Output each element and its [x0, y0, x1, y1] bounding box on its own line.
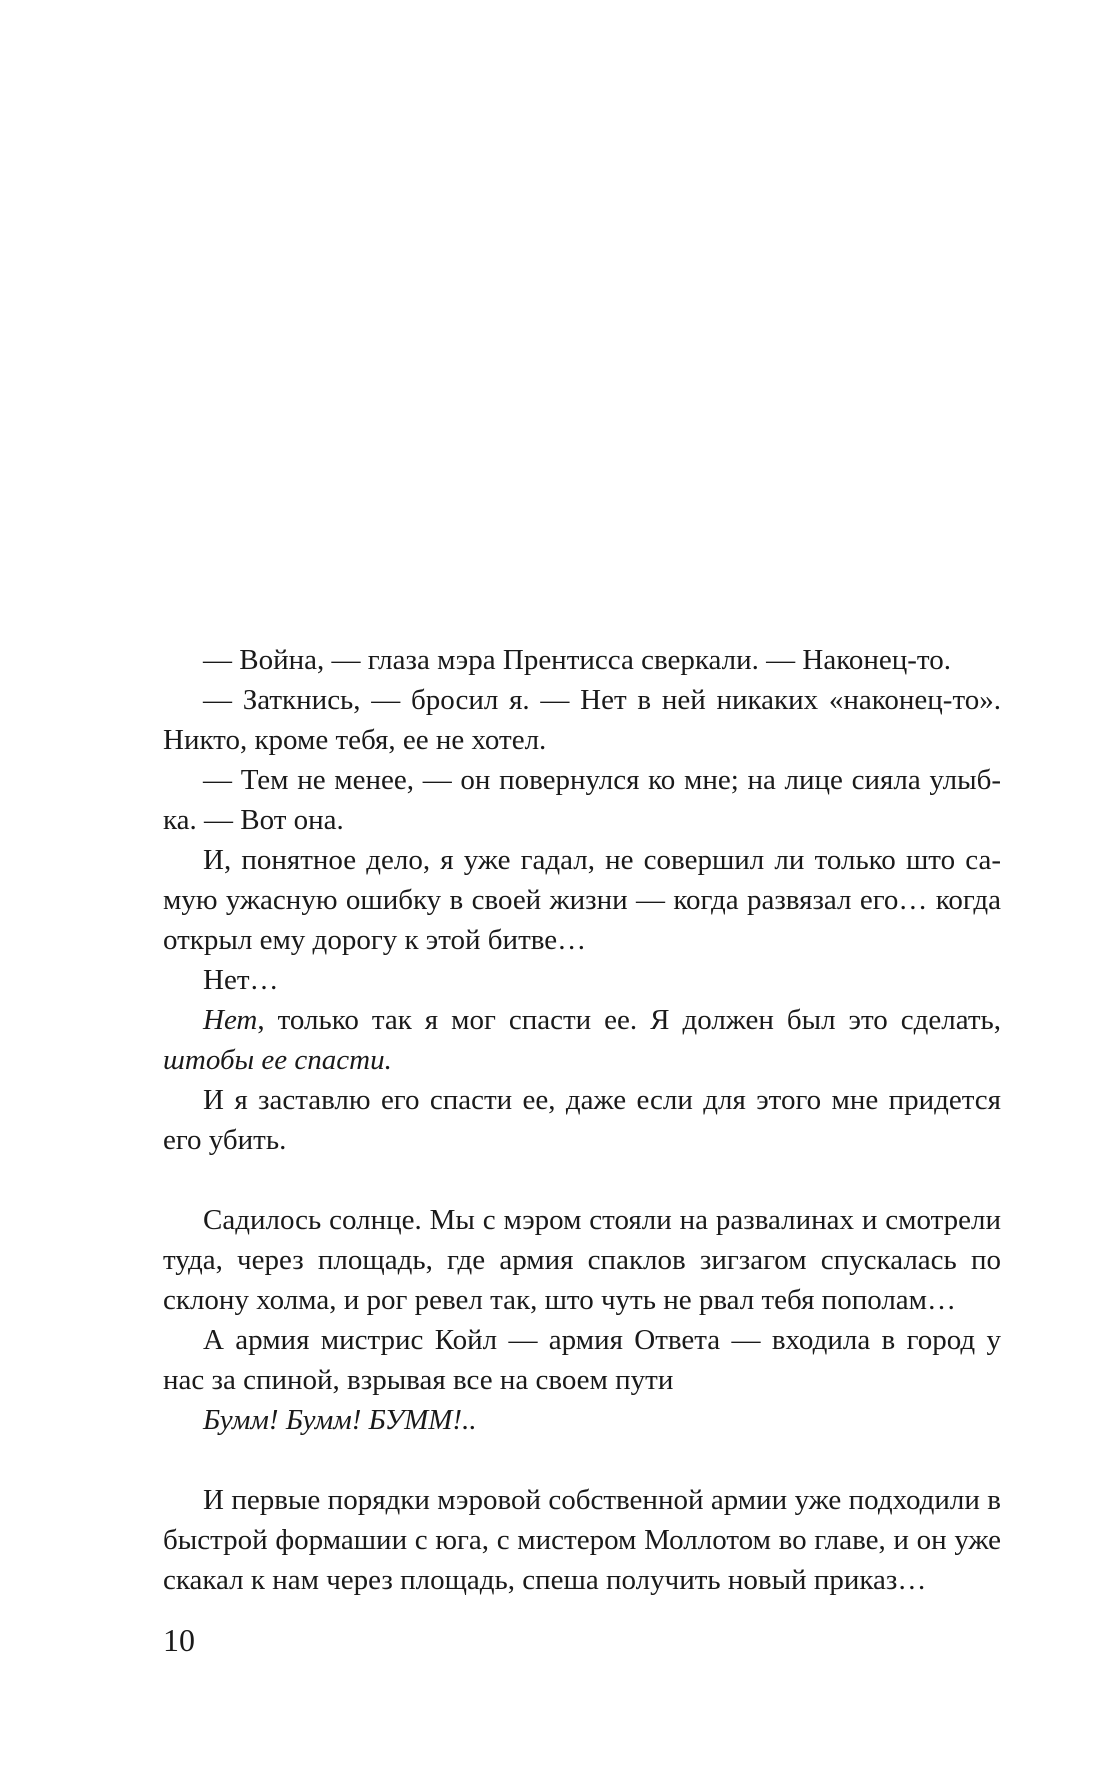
paragraph: И я заставлю его спасти ее, даже если для этого мне придется его убить. — [163, 1084, 1001, 1156]
paragraph: Нет… — [203, 964, 279, 996]
page-number: 10 — [163, 1622, 195, 1658]
paragraph: — Война, — глаза мэра Прентисса сверкали. — Наконец-то. — [203, 644, 951, 676]
paragraph: Садилось солнце. Мы с мэром стояли на развалинах и смотрели туда, через площадь, где армия спаклов зигзагом спускалась по склону холма, и рог ревел так, што чуть не рвал тебя пополам… — [163, 1204, 1001, 1316]
italic-word: Нет — [203, 1004, 258, 1036]
paragraph: — Тем не менее, — он повернулся ко мне; на лице сияла улыбка. — Вот она. — [163, 764, 1001, 836]
body-text — [163, 640, 1001, 1600]
paragraph: И, понятное дело, я уже гадал, не совершил ли только што самую ужасную ошибку в своей жизни — когда развязал его… когда открыл ему дорогу к этой битве… — [163, 844, 1001, 956]
italic-sound: Бумм! Бумм! БУММ!.. — [203, 1404, 477, 1436]
paragraph: И первые порядки мэровой собственной армии уже подходили в быстрой формашии с юга, с мистером Моллотом во главе, и он уже скакал к нам через площадь, спеша получить новый приказ… — [163, 1484, 1001, 1596]
paragraph — [163, 1400, 1001, 1440]
paragraph: А армия мистрис Койл — армия Ответа — входила в город у нас за спиной, взрывая все на своем пути — [163, 1324, 1001, 1396]
paragraph: — Заткнись, — бросил я. — Нет в ней никаких «наконец-то». Никто, кроме тебя, ее не хотел. — [163, 684, 1001, 756]
italic-phrase: штобы ее спасти. — [163, 1044, 392, 1076]
paragraph: Нет, только так я мог спасти ее. Я должен был это сделать, штобы ее спасти. — [163, 1004, 1001, 1076]
